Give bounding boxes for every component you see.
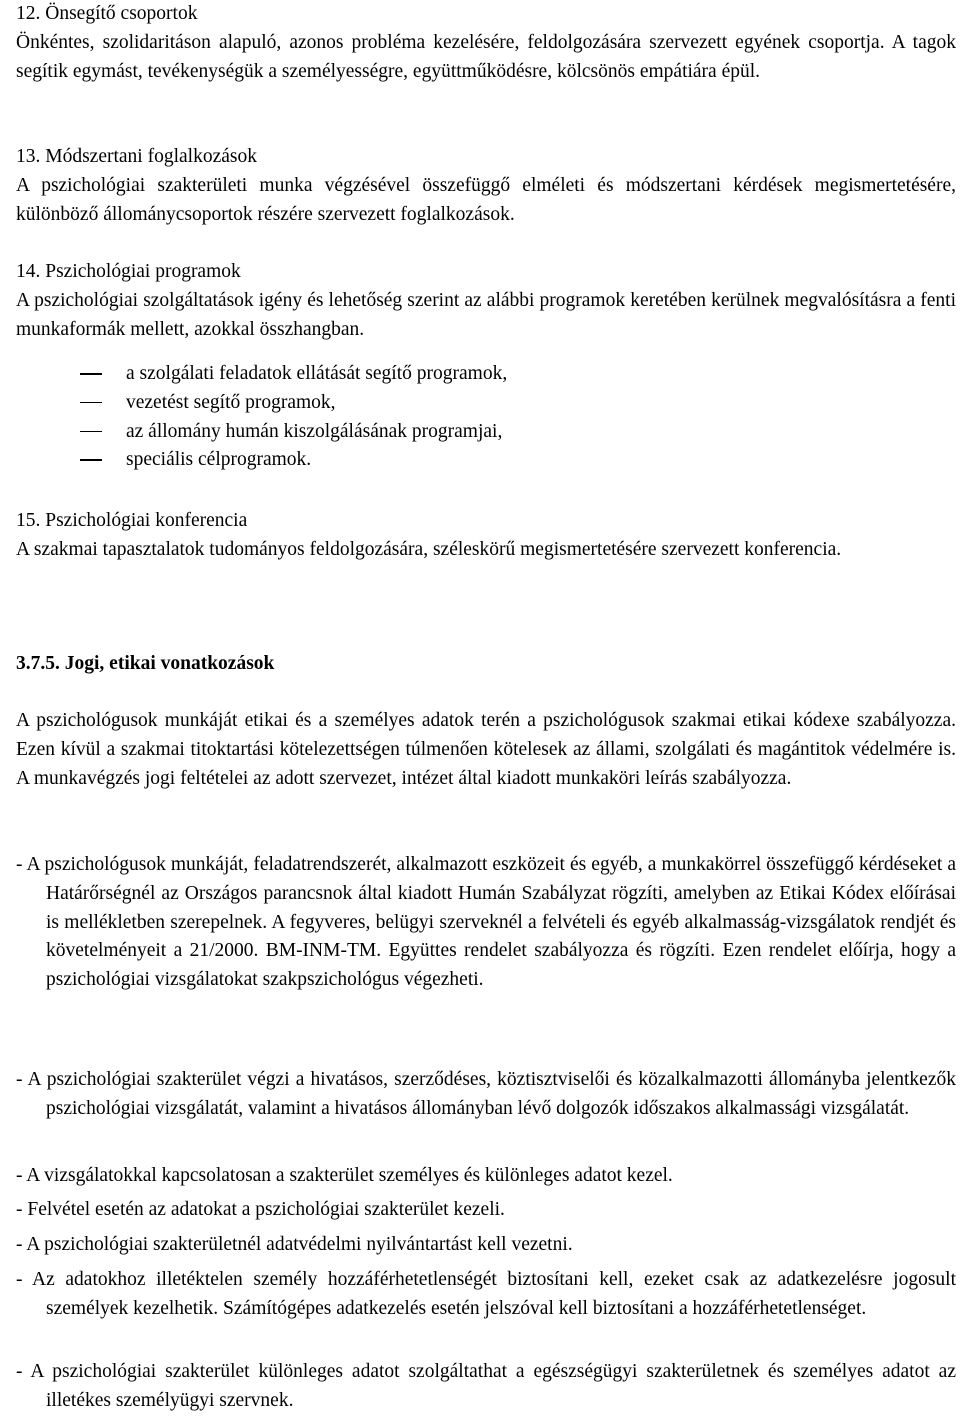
dash-bullet: [80, 373, 102, 375]
point-1: [16, 851, 956, 995]
point-text: - A pszichológiai szakterületnél adatvédelmi nyilvántartást kell vezetni.: [16, 1234, 573, 1255]
section-15: [16, 507, 956, 565]
point-7: [16, 1358, 956, 1416]
point-text: - Felvétel esetén az adatokat a pszichológiai szakterület kezeli.: [16, 1199, 505, 1220]
list-item-text: speciális célprogramok.: [126, 449, 312, 471]
list-item: [80, 418, 940, 447]
section-13-body: A pszichológiai szakterületi munka végzésével összefüggő elméleti és módszertani kérdések megismertetésére, különböző állománycsoportok részére szervezett foglalkozások.: [16, 174, 956, 225]
section-heading: 3.7.5. Jogi, etikai vonatkozások: [16, 653, 275, 674]
section-13-title: 13. Módszertani foglalkozások: [16, 146, 257, 167]
point-3: [16, 1162, 956, 1191]
program-list: [80, 360, 940, 475]
list-item-text: az állomány humán kiszolgálásának programjai,: [126, 420, 503, 442]
section-intro: [16, 707, 956, 793]
point-2: [16, 1066, 956, 1124]
section-12-title: 12. Önsegítő csoportok: [16, 3, 198, 24]
section-14: [16, 258, 956, 344]
list-item: [80, 389, 940, 418]
dash-bullet: [80, 431, 102, 433]
point-text: - A pszichológiai szakterület különleges adatot szolgáltathat a egészségügyi szakterületnek és személyes adatot az illetékes személyügyi szervnek.: [16, 1361, 956, 1411]
list-item-text: vezetést segítő programok,: [126, 391, 336, 413]
section-15-body: A szakmai tapasztalatok tudományos feldolgozására, széleskörű megismertetésére szervezett konferencia.: [16, 538, 842, 560]
intro-paragraph: A pszichológusok munkáját etikai és a személyes adatok terén a pszichológusok szakmai etikai kódexe szabályozza. Ezen kívül a szakmai titoktartási kötelezettségen túlmenően kötelesek az állami, szolgálati és magántitok védelmére is. A munkavégzés jogi feltételei az adott szervezet, intézet által kiadott munkaköri leírás szabályozza.: [16, 710, 956, 789]
list-item-text: a szolgálati feladatok ellátását segítő programok,: [126, 363, 508, 384]
point-5: [16, 1231, 956, 1260]
point-6: [16, 1266, 956, 1324]
section-375: [16, 650, 956, 679]
list-item: [80, 360, 940, 389]
dash-bullet: [80, 459, 102, 461]
list-item: [80, 446, 940, 475]
section-12-body: Önkéntes, szolidaritáson alapuló, azonos probléma kezelésére, feldolgozására szervezett egyének csoportja. A tagok segítik egymást, tevékenységük a személyességre, együttműködésre, kölcsönös empátiára épül.: [16, 31, 956, 82]
point-text: - A pszichológusok munkáját, feladatrendszerét, alkalmazott eszközeit és egyéb, a munkakörrel összefüggő kérdéseket a Határőrségnél az Országos parancsnok által kiadott Humán Szabályzat rögzíti, amelyben az Etikai Kódex előírásai is mellékletben szerepelnek. A fegyveres, belügyi szerveknél a felvételi és egyéb alkalmasság-vizsgálatok rendjét és követelményeit a 21/2000. BM-INM-TM. Együttes rendelet szabályozza és rögzíti. Ezen rendelet előírja, hogy a pszichológiai vizsgálatokat szakpszichológus végezheti.: [16, 854, 956, 991]
section-14-title: 14. Pszichológiai programok: [16, 261, 241, 282]
section-14-body: A pszichológiai szolgáltatások igény és lehetőség szerint az alábbi programok keretében kerülnek megvalósításra a fenti munkaformák mellett, azokkal összhangban.: [16, 289, 956, 340]
dash-bullet: [80, 402, 102, 404]
section-15-title: 15. Pszichológiai konferencia: [16, 510, 248, 531]
point-text: - A vizsgálatokkal kapcsolatosan a szakterület személyes és különleges adatot kezel.: [16, 1165, 673, 1186]
point-text: - Az adatokhoz illetéktelen személy hozzáférhetetlenségét biztosítani kell, ezeket csak az adatkezelésre jogosult személyek kezelhetik. Számítógépes adatkezelés esetén jelszóval kell biztosítani a hozzáférhetetlenséget.: [16, 1269, 956, 1319]
point-4: [16, 1196, 956, 1225]
section-13: [16, 143, 956, 229]
section-12: [16, 0, 956, 86]
point-text: - A pszichológiai szakterület végzi a hivatásos, szerződéses, köztisztviselői és közalkalmazotti állományba jelentkezők pszichológiai vizsgálatát, valamint a hivatásos állományban lévő dolgozók időszakos alkalmassági vizsgálatát.: [16, 1069, 956, 1119]
